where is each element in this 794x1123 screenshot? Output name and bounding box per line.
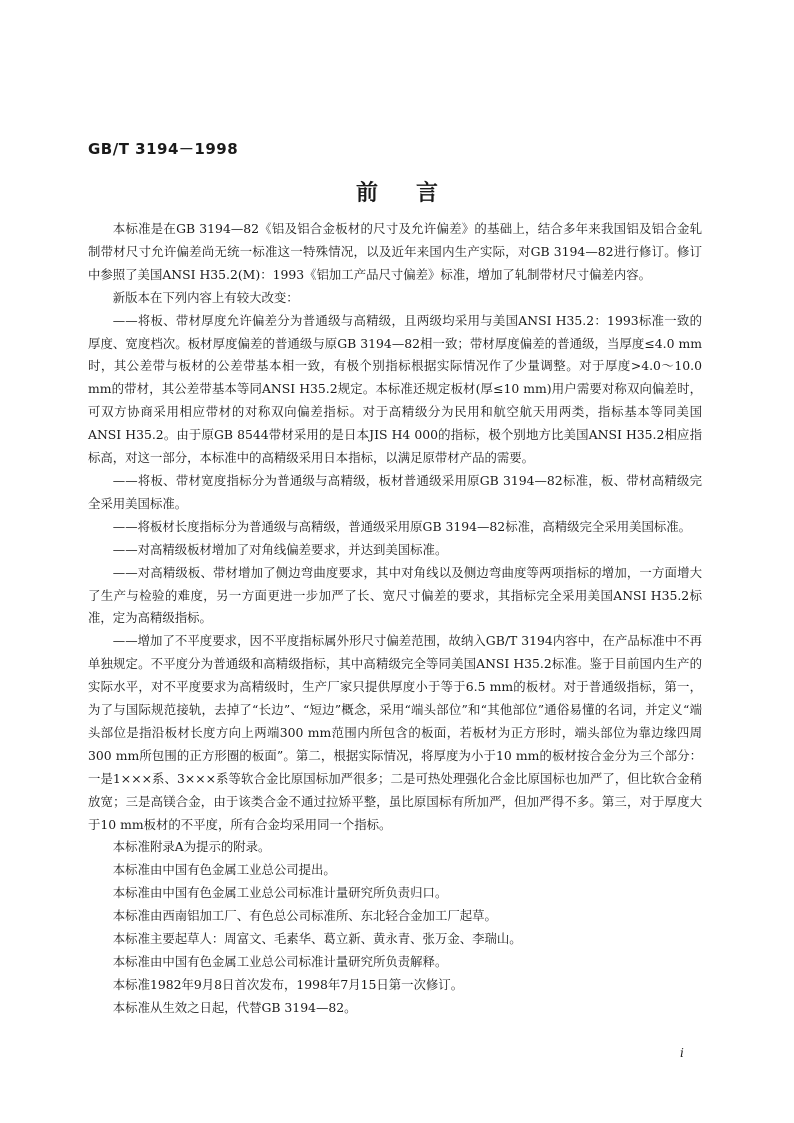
paragraph-proposer: 本标准由中国有色金属工业总公司提出。 bbox=[112, 862, 336, 878]
paragraph-authors: 本标准主要起草人：周富文、毛素华、葛立新、黄永青、张万金、李瑞山。 bbox=[112, 931, 522, 947]
paragraph-drafters: 本标准由西南铝加工厂、有色总公司标准所、东北轻合金加工厂起草。 bbox=[112, 908, 497, 924]
paragraph-intro: 本标准是在GB 3194—82《铝及铝合金板材的尺寸及允许偏差》的基础上，结合多年来我国铝及铝合金轧制带材尺寸允许偏差尚无统一标准这一特殊情况，以及近年来国内生产实际，对GB 3194—82进行修订。修订中参照了美国ANSI H35.2(M)：1993《铝加工产品尺寸偏差》标准，增加了轧制带材尺寸偏差内容。 bbox=[88, 221, 702, 282]
document-body bbox=[88, 218, 702, 1020]
paragraph-replacement: 本标准从生效之日起，代替GB 3194—82。 bbox=[112, 999, 357, 1015]
paragraph-flatness: ——增加了不平度要求，因不平度指标属外形尺寸偏差范围，故纳入GB/T 3194内容中，在产品标准中不再单独规定。不平度分为普通级和高精级指标，其中高精级完全等同美国ANSI H35.2标准。鉴于目前国内生产的实际水平，对不平度要求为高精级时，生产厂家只提供厚度小于等于6.5 mm的板材。对于普通级指标，第一，为了与国际规范接轨，去掉了“长边”、“短边”概念，采用“端头部位”和“其他部位”通俗易懂的名词，并定义“端头部位是指沿板材长度方向上两端300 mm范围内所包含的板面，若板材为正方形时，端头部位为靠边缘四周300 mm所包围的正方形圈的板面”。第二，根据实际情况，将厚度为小于10 mm的板材按合金分为三个部分：一是1×××系、3×××系等软合金比原国标加严很多；二是可热处理强化合金比原国标也加严了，但比软合金稍放宽；三是高镁合金，由于该类合金不通过拉矫平整，虽比原国标有所加严，但加严得不多。第三，对于厚度大于10 mm板材的不平度，所有合金均采用同一个指标。 bbox=[88, 633, 702, 832]
paragraph-changes-lead: 新版本在下列内容上有较大改变： bbox=[112, 289, 299, 305]
paragraph-appendix: 本标准附录A为提示的附录。 bbox=[112, 839, 271, 855]
paragraph-thickness: ——将板、带材厚度允许偏差分为普通级与高精级，且两级均采用与美国ANSI H35.2：1993标准一致的厚度、宽度档次。板材厚度偏差的普通级与原GB 3194—82相一致；带材厚度偏差的普通级，当厚度≤4.0 mm时，其公差带与板材的公差带基本相一致，有极个别指标根据实际情况作了少量调整。对于厚度>4.0～10.0 mm的带材，其公差带基本等同ANSI H35.2规定。本标准还规定板材(厚≤10 mm)用户需要对称双向偏差时，可双方协商采用相应带材的对称双向偏差指标。对于高精级分为民用和航空航天用两类，指标基本等同美国ANSI H35.2。由于原GB 8544带材采用的是日本JIS H4 000的指标，极个别地方比美国ANSI H35.2相应指标高，对这一部分，本标准中的高精级采用日本指标，以满足原带材产品的需要。 bbox=[88, 312, 702, 466]
paragraph-interpreter: 本标准由中国有色金属工业总公司标准计量研究所负责解释。 bbox=[112, 954, 448, 969]
paragraph-length: ——将板材长度指标分为普通级与高精级，普通级采用原GB 3194—82标准，高精级完全采用美国标准。 bbox=[112, 518, 692, 534]
page-title: 前言 bbox=[355, 181, 476, 206]
standard-code: GB/T 3194－1998 bbox=[88, 140, 239, 158]
paragraph-history: 本标准1982年9月8日首次发布，1998年7月15日第一次修订。 bbox=[112, 976, 464, 992]
paragraph-diagonal: ——对高精级板材增加了对角线偏差要求，并达到美国标准。 bbox=[112, 541, 448, 557]
paragraph-administrator: 本标准由中国有色金属工业总公司标准计量研究所负责归口。 bbox=[112, 885, 448, 901]
paragraph-width: ——将板、带材宽度指标分为普通级与高精级，板材普通级采用原GB 3194—82标准，板、带材高精级完全采用美国标准。 bbox=[88, 472, 702, 511]
page-number: i bbox=[680, 1046, 684, 1060]
paragraph-camber: ——对高精级板、带材增加了侧边弯曲度要求，其中对角线以及侧边弯曲度等两项指标的增加，一方面增大了生产与检验的难度，另一方面更进一步加严了长、宽尺寸偏差的要求，其指标完全采用美国ANSI H35.2标准，定为高精级指标。 bbox=[88, 564, 702, 626]
